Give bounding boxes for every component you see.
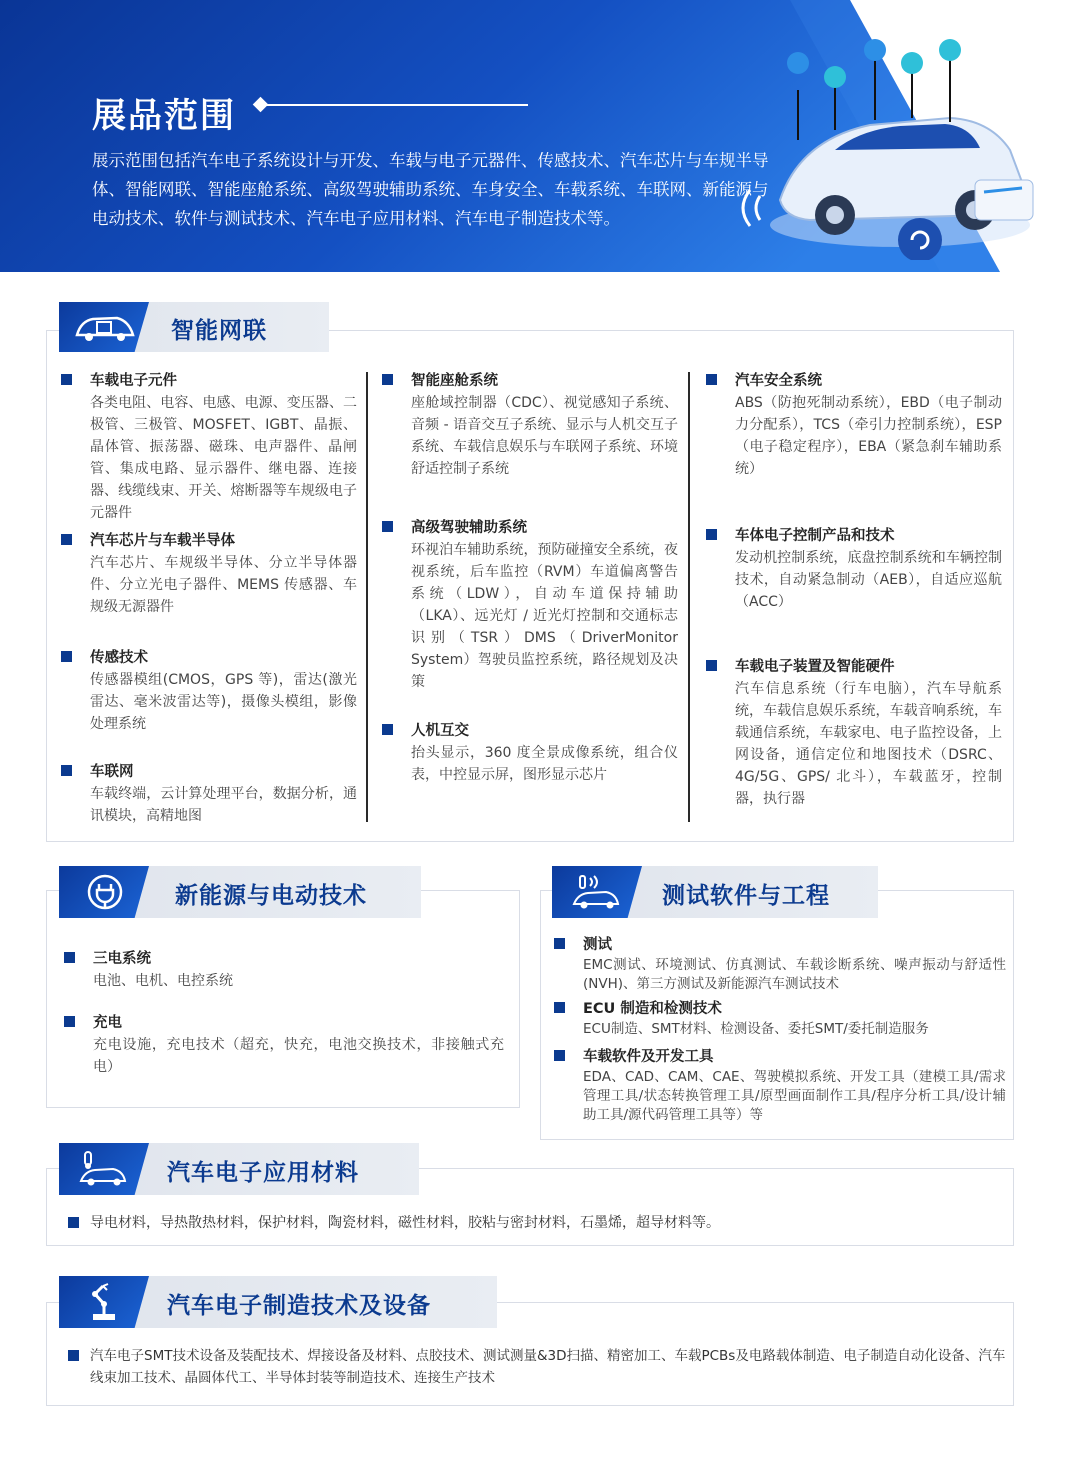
list-item	[382, 517, 678, 693]
page-title: 展品范围	[92, 96, 236, 136]
bullet	[554, 1050, 565, 1061]
item-heading: 三电系统	[93, 951, 151, 967]
material-car-icon	[59, 1143, 149, 1195]
list-item	[64, 1012, 504, 1078]
list-item	[64, 948, 504, 992]
test-car-icon	[552, 866, 642, 918]
item-heading: 高级驾驶辅助系统	[411, 520, 527, 536]
bullet	[61, 765, 72, 776]
item-heading: 测试	[583, 937, 612, 953]
item-body: 环视泊车辅助系统，预防碰撞安全系统，夜视系统，后车监控（RVM）车道偏离警告系统（LDW），自动车道保持辅助（LKA）、远光灯 / 近光灯控制和交通标志识别（TSR）DMS（DriverMonitor System）驾驶员监控系统，路径规划及决策	[411, 542, 678, 690]
bullet	[382, 374, 393, 385]
bullet	[68, 1350, 79, 1361]
item-body: 汽车芯片、车规级半导体、分立半导体器件、分立光电子器件、MEMS 传感器、车规级无源器件	[90, 555, 357, 615]
item-body: ABS（防抱死制动系统），EBD（电子制动力分配系），TCS（牵引力控制系统），ESP（电子稳定程序），EBA（紧急刹车辅助系统）	[735, 395, 1002, 477]
bullet	[706, 660, 717, 671]
list-item	[554, 1046, 1006, 1125]
section-title: 汽车电子应用材料	[167, 1160, 359, 1186]
item-body: 各类电阻、电容、电感、电源、变压器、二极管、三极管、MOSFET、IGBT、晶振、晶体管、振荡器、磁珠、电声器件、晶闸管、集成电路、显示器件、继电器、连接器、线缆线束、开关、熔断器等车规级电子元器件	[90, 395, 357, 521]
list-item	[61, 530, 357, 618]
list-item	[61, 647, 357, 735]
item-body: 发动机控制系统，底盘控制系统和车辆控制技术，自动紧急制动（AEB），自适应巡航（ACC）	[735, 550, 1002, 610]
section-title: 新能源与电动技术	[175, 883, 367, 909]
column-divider	[366, 372, 368, 822]
item-body: 传感器模组(CMOS，GPS 等)，雷达(激光雷达、毫米波雷达等)，摄像头模组，影像处理系统	[90, 672, 357, 732]
item-body: ECU制造、SMT材料、检测设备、委托SMT/委托制造服务	[583, 1021, 929, 1037]
bullet	[382, 521, 393, 532]
item-body: EDA、CAD、CAM、CAE、驾驶模拟系统、开发工具（建模工具/需求管理工具/状态转换管理工具/原型画面制作工具/程序分析工具/设计辅助工具/源代码管理工具等）等	[583, 1069, 1006, 1123]
list-item	[382, 720, 678, 786]
header-banner	[0, 0, 1080, 272]
item-heading: 车体电子控制产品和技术	[735, 528, 895, 544]
car-illustration-icon	[740, 30, 1040, 260]
item-body: 车载终端，云计算处理平台，数据分析，通讯模块，高精地图	[90, 786, 357, 824]
bullet	[61, 651, 72, 662]
item-heading: 车联网	[90, 764, 134, 780]
title-divider	[258, 104, 528, 106]
item-heading: 车载电子元件	[90, 373, 177, 389]
materials-text: 导电材料，导热散热材料，保护材料，陶瓷材料，磁性材料，胶粘与密封材料，石墨烯，超导材料等。	[90, 1215, 720, 1231]
tab-intelligent-connected	[59, 302, 329, 352]
list-item	[382, 370, 678, 480]
section-title: 汽车电子制造技术及设备	[167, 1293, 431, 1319]
item-heading: ECU 制造和检测技术	[583, 1001, 722, 1017]
bullet	[61, 534, 72, 545]
item-body: 汽车信息系统（行车电脑），汽车导航系统，车载信息娱乐系统，车载音响系统，车载通信系统，车载家电、电子监控设备，上网设备，通信定位和地图技术（DSRC、4G/5G、GPS/ 北斗），车载蓝牙，控制器，执行器	[735, 681, 1002, 807]
robot-arm-icon	[59, 1276, 149, 1328]
bullet	[68, 1217, 79, 1228]
item-heading: 汽车安全系统	[735, 373, 822, 389]
bullet	[706, 529, 717, 540]
intro-text: 展示范围包括汽车电子系统设计与开发、车载与电子元器件、传感技术、汽车芯片与车规半导体、智能网联、智能座舱系统、高级驾驶辅助系统、车身安全、车载系统、车联网、新能源与电动技术、软件与测试技术、汽车电子应用材料、汽车电子制造技术等。	[92, 151, 769, 228]
item-body: 电池、电机、电控系统	[93, 973, 233, 989]
bullet	[554, 938, 565, 949]
list-item	[61, 761, 357, 827]
list-item	[554, 998, 1006, 1039]
bullet	[64, 952, 75, 963]
list-item	[706, 525, 1002, 613]
section-title: 智能网联	[171, 318, 267, 344]
item-body: 充电设施，充电技术（超充，快充，电池交换技术，非接触式充电）	[93, 1037, 504, 1075]
item-heading: 人机互交	[411, 723, 469, 739]
tab-test-software	[552, 866, 878, 918]
list-item	[61, 370, 357, 524]
tab-manufacturing	[59, 1276, 497, 1328]
item-heading: 车载软件及开发工具	[583, 1049, 714, 1065]
item-heading: 传感技术	[90, 650, 148, 666]
tab-new-energy	[59, 866, 421, 918]
bullet	[61, 374, 72, 385]
item-body: EMC测试、环境测试、仿真测试、车载诊断系统、噪声振动与舒适性(NVH)、第三方测试及新能源汽车测试技术	[583, 957, 1006, 992]
bullet	[382, 724, 393, 735]
item-heading: 充电	[93, 1015, 122, 1031]
column-divider	[688, 372, 690, 822]
bullet	[706, 374, 717, 385]
list-item	[554, 934, 1006, 994]
section-title: 测试软件与工程	[662, 883, 830, 909]
bullet	[554, 1002, 565, 1013]
item-body: 抬头显示，360 度全景成像系统，组合仪表，中控显示屏，图形显示芯片	[411, 745, 678, 783]
list-item	[706, 370, 1002, 480]
item-body: 座舱域控制器（CDC）、视觉感知子系统、音频 - 语音交互子系统、显示与人机交互子系统、车载信息娱乐与车联网子系统、环境舒适控制子系统	[411, 395, 678, 477]
item-heading: 汽车芯片与车载半导体	[90, 533, 235, 549]
item-heading: 智能座舱系统	[411, 373, 498, 389]
list-item	[706, 656, 1002, 810]
item-heading: 车载电子装置及智能硬件	[735, 659, 895, 675]
bullet	[64, 1016, 75, 1027]
ev-plug-icon	[59, 866, 149, 918]
car-chip-icon	[59, 302, 149, 352]
tab-materials	[59, 1143, 419, 1195]
manufacturing-text: 汽车电子SMT技术设备及装配技术、焊接设备及材料、点胶技术、测试测量&3D扫描、精密加工、车载PCBs及电路载体制造、电子制造自动化设备、汽车线束加工技术、晶圆体代工、半导体封装等制造技术、连接生产技术	[90, 1348, 1006, 1386]
